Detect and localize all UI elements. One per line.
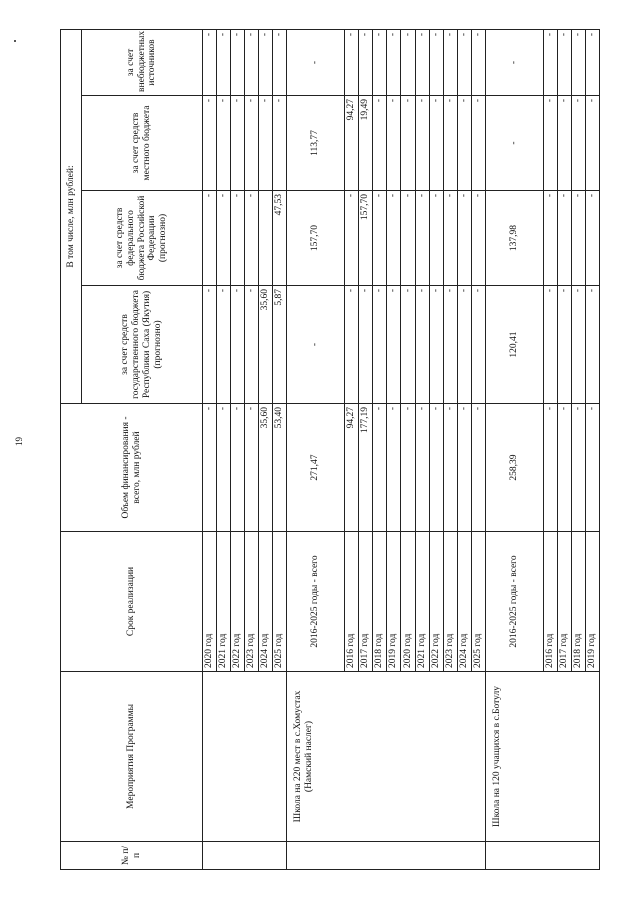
cell-state: - — [203, 286, 217, 404]
cell-volume: - — [217, 404, 231, 532]
cell-period: 2018 год — [373, 532, 387, 672]
cell-federal: - — [571, 191, 585, 286]
cell-extra: - — [429, 29, 443, 95]
cell-federal: 47,53 — [273, 191, 287, 286]
cell-federal: - — [457, 191, 471, 286]
cell-period: 2021 год — [415, 532, 429, 672]
header-period: Срок реализации — [61, 532, 203, 672]
cell-state: - — [231, 286, 245, 404]
cell-local: - — [203, 96, 217, 191]
cell-extra: - — [585, 29, 599, 95]
scan-dot — [14, 40, 16, 42]
cell-period: 2017 год — [557, 532, 571, 672]
table-row — [203, 29, 217, 869]
cell-volume: - — [231, 404, 245, 532]
cell-state: 5,87 — [273, 286, 287, 404]
cell-volume: 94,27 — [345, 404, 359, 532]
cell-state: - — [359, 286, 373, 404]
financing-table — [60, 29, 600, 870]
header-extra: за счет внебюджетных источников — [82, 29, 203, 95]
cell-extra: - — [557, 29, 571, 95]
header-num: № п/п — [61, 842, 203, 870]
cell-volume: - — [429, 404, 443, 532]
cell-local: - — [373, 96, 387, 191]
cell-volume: 271,47 — [287, 404, 345, 532]
cell-federal: - — [245, 191, 259, 286]
cell-federal: 157,70 — [359, 191, 373, 286]
cell-period: 2018 год — [571, 532, 585, 672]
cell-extra: - — [443, 29, 457, 95]
cell-period: 2023 год — [245, 532, 259, 672]
cell-volume: - — [387, 404, 401, 532]
cell-period: 2019 год — [387, 532, 401, 672]
cell-volume: - — [203, 404, 217, 532]
header-local: за счет средств местного бюджета — [82, 96, 203, 191]
cell-volume: - — [585, 404, 599, 532]
cell-state: - — [217, 286, 231, 404]
cell-federal: - — [585, 191, 599, 286]
cell-period: 2020 год — [401, 532, 415, 672]
cell-state: - — [571, 286, 585, 404]
cell-local: - — [231, 96, 245, 191]
cell-federal: - — [543, 191, 557, 286]
cell-state: - — [345, 286, 359, 404]
cell-state: - — [585, 286, 599, 404]
cell-local: - — [457, 96, 471, 191]
cell-federal: - — [415, 191, 429, 286]
cell-extra: - — [571, 29, 585, 95]
cell-local: - — [443, 96, 457, 191]
cell-federal: - — [429, 191, 443, 286]
table-body — [203, 29, 600, 869]
cell-state: - — [443, 286, 457, 404]
cell-state: 35,60 — [259, 286, 273, 404]
header-federal: за счет средств федерального бюджета Российской Федерации (прогнозно) — [82, 191, 203, 286]
cell-federal — [259, 191, 273, 286]
cell-state: - — [457, 286, 471, 404]
cell-extra: - — [373, 29, 387, 95]
cell-volume: 35,60 — [259, 404, 273, 532]
cell-extra: - — [259, 29, 273, 95]
cell-extra: - — [203, 29, 217, 95]
cell-period: 2020 год — [203, 532, 217, 672]
cell-extra: - — [245, 29, 259, 95]
cell-local: - — [485, 96, 543, 191]
cell-local: - — [259, 96, 273, 191]
header-event: Мероприятия Программы — [61, 672, 203, 842]
cell-federal: - — [443, 191, 457, 286]
cell-volume: - — [557, 404, 571, 532]
cell-period: 2016-2025 годы - всего — [287, 532, 345, 672]
cell-extra: - — [217, 29, 231, 95]
cell-period: 2024 год — [259, 532, 273, 672]
cell-federal: 137,98 — [485, 191, 543, 286]
cell-federal: - — [203, 191, 217, 286]
cell-volume: - — [571, 404, 585, 532]
cell-extra: - — [231, 29, 245, 95]
cell-extra: - — [387, 29, 401, 95]
cell-extra: - — [485, 29, 543, 95]
cell-local: - — [429, 96, 443, 191]
event-name-khomustakh: Школа на 220 мест в с.Хомустах (Намский наслег) — [287, 672, 485, 842]
cell-num — [203, 842, 287, 870]
cell-local: - — [543, 96, 557, 191]
cell-period: 2021 год — [217, 532, 231, 672]
cell-state: - — [373, 286, 387, 404]
cell-local: - — [245, 96, 259, 191]
cell-state: - — [287, 286, 345, 404]
cell-local: - — [571, 96, 585, 191]
cell-local: - — [401, 96, 415, 191]
cell-period: 2016 год — [543, 532, 557, 672]
cell-volume: - — [471, 404, 485, 532]
cell-state: - — [429, 286, 443, 404]
cell-period: 2022 год — [231, 532, 245, 672]
cell-federal: - — [373, 191, 387, 286]
table-row-total — [287, 29, 345, 869]
page-number: 19 — [14, 437, 24, 446]
cell-volume: - — [443, 404, 457, 532]
cell-volume: 53,40 — [273, 404, 287, 532]
cell-federal: - — [345, 191, 359, 286]
table-row-total — [485, 29, 543, 869]
cell-state: 120,41 — [485, 286, 543, 404]
cell-period: 2025 год — [471, 532, 485, 672]
cell-local: - — [557, 96, 571, 191]
cell-event — [203, 672, 287, 842]
cell-local: 19,49 — [359, 96, 373, 191]
cell-local: - — [415, 96, 429, 191]
event-name-botulu: Школа на 120 учащихся в с.Ботулу — [485, 672, 599, 842]
cell-state: - — [557, 286, 571, 404]
cell-period: 2025 год — [273, 532, 287, 672]
header-state: за счет средств государственного бюджета Республики Саха (Якутия) (прогнозно) — [82, 286, 203, 404]
cell-extra: - — [457, 29, 471, 95]
cell-state: - — [471, 286, 485, 404]
cell-extra: - — [415, 29, 429, 95]
cell-state: - — [387, 286, 401, 404]
cell-volume: - — [415, 404, 429, 532]
cell-state: - — [543, 286, 557, 404]
cell-period: 2016-2025 годы - всего — [485, 532, 543, 672]
cell-period: 2016 год — [345, 532, 359, 672]
cell-local: 94,27 — [345, 96, 359, 191]
cell-local: - — [217, 96, 231, 191]
cell-federal: - — [471, 191, 485, 286]
cell-extra: - — [287, 29, 345, 95]
cell-extra: - — [345, 29, 359, 95]
cell-volume: - — [245, 404, 259, 532]
cell-volume: 258,39 — [485, 404, 543, 532]
cell-volume: - — [543, 404, 557, 532]
cell-volume: 177,19 — [359, 404, 373, 532]
cell-extra: - — [273, 29, 287, 95]
cell-local: - — [273, 96, 287, 191]
cell-volume: - — [457, 404, 471, 532]
cell-state: - — [401, 286, 415, 404]
cell-federal: - — [557, 191, 571, 286]
cell-extra: - — [359, 29, 373, 95]
cell-state: - — [245, 286, 259, 404]
cell-volume: - — [401, 404, 415, 532]
cell-federal: 157,70 — [287, 191, 345, 286]
cell-period: 2023 год — [443, 532, 457, 672]
cell-federal: - — [217, 191, 231, 286]
cell-federal: - — [387, 191, 401, 286]
cell-local: - — [387, 96, 401, 191]
cell-period: 2022 год — [429, 532, 443, 672]
cell-extra: - — [543, 29, 557, 95]
cell-num — [485, 842, 599, 870]
cell-period: 2019 год — [585, 532, 599, 672]
cell-federal: - — [231, 191, 245, 286]
cell-period: 2024 год — [457, 532, 471, 672]
cell-extra: - — [401, 29, 415, 95]
cell-local: 113,77 — [287, 96, 345, 191]
cell-num — [287, 842, 485, 870]
cell-local: - — [471, 96, 485, 191]
cell-local: - — [585, 96, 599, 191]
rotated-page — [60, 30, 600, 870]
cell-period: 2017 год — [359, 532, 373, 672]
cell-volume: - — [373, 404, 387, 532]
cell-extra: - — [471, 29, 485, 95]
header-volume: Объем финансирования - всего, млн рублей — [61, 404, 203, 532]
cell-federal: - — [401, 191, 415, 286]
cell-state: - — [415, 286, 429, 404]
header-including: В том числе, млн рублей: — [61, 29, 82, 403]
